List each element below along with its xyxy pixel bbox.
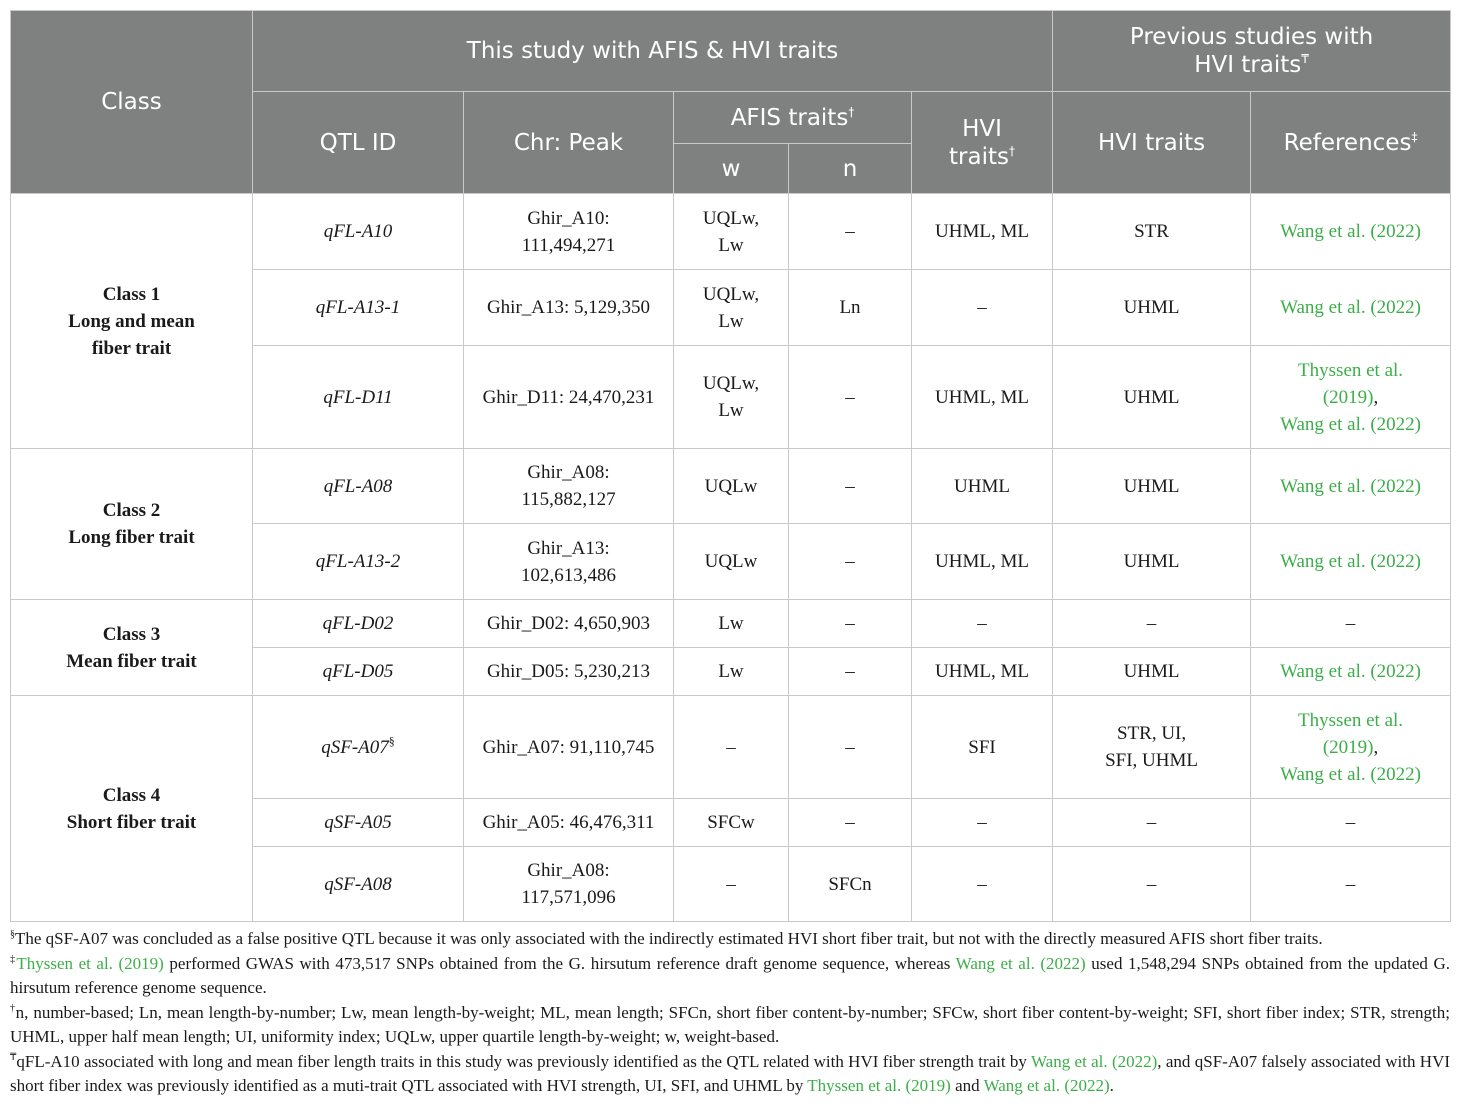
chr-peak-cell: Ghir_A07: 91,110,745 <box>464 696 674 799</box>
header-afis-traits: AFIS traits† <box>674 92 912 144</box>
reference-link[interactable]: Wang et al. (2022) <box>1251 270 1451 346</box>
afis-n-cell: SFCn <box>789 847 912 922</box>
afis-w-cell: Lw <box>674 648 789 696</box>
table-footnotes <box>10 927 1450 1099</box>
table-body <box>11 194 1451 922</box>
afis-n-cell: – <box>789 696 912 799</box>
reference-link[interactable]: (2019) <box>1322 736 1374 758</box>
footnote-reference-link[interactable]: Wang et al. (2022) <box>1030 1051 1158 1071</box>
reference-cell[interactable]: Thyssen et al. (2019), Wang et al. (2022) <box>1251 696 1451 799</box>
chr-peak-cell: Ghir_A13: 5,129,350 <box>464 270 674 346</box>
header-afis-n: n <box>789 144 912 194</box>
footnote-reference-link[interactable]: Wang et al. (2022) <box>983 1076 1110 1095</box>
chr-peak-cell: Ghir_A10: 111,494,271 <box>464 194 674 270</box>
table-row <box>11 696 1451 799</box>
footnote-section: §The qSF-A07 was concluded as a false positive QTL because it was only associated with the indirectly estimated HVI short fiber trait, but not with the directly measured AFIS short fiber traits. <box>10 929 1323 948</box>
afis-w-cell: UQLw, Lw <box>674 346 789 449</box>
hvi-cell: UHML, ML <box>912 194 1053 270</box>
afis-w-cell: – <box>674 696 789 799</box>
reference-cell: – <box>1251 799 1451 847</box>
afis-n-cell: – <box>789 648 912 696</box>
prev-hvi-cell: – <box>1053 799 1251 847</box>
footnote-dagger: †n, number-based; Ln, mean length-by-number; Lw, mean length-by-weight; ML, mean length; SFCn, short fiber content-by-number; SFCw, short fiber content-by-weight; SFI, short fiber index; STR, strength; UHML, upper half mean length; UI, uniformity index; UQLw, upper quartile length-by-weight; w, weight-based. <box>10 1002 1450 1046</box>
afis-w-cell: UQLw <box>674 449 789 524</box>
qtl-id-cell: qSF-A07§ <box>253 696 464 799</box>
prev-hvi-cell: UHML <box>1053 449 1251 524</box>
header-afis-w: w <box>674 144 789 194</box>
chr-peak-cell: Ghir_A13: 102,613,486 <box>464 524 674 600</box>
hvi-cell: UHML, ML <box>912 648 1053 696</box>
class-cell: Class 1 Long and mean fiber trait <box>11 194 253 449</box>
prev-hvi-cell: UHML <box>1053 270 1251 346</box>
qtl-id-cell: qFL-D02 <box>253 600 464 648</box>
reference-link[interactable]: (2019) <box>1322 386 1374 408</box>
table-row <box>11 600 1451 648</box>
qtl-id-cell: qFL-D11 <box>253 346 464 449</box>
prev-hvi-cell: STR <box>1053 194 1251 270</box>
table-header <box>11 11 1451 194</box>
qtl-id-cell: qFL-A13-2 <box>253 524 464 600</box>
header-qtl-id: QTL ID <box>253 92 464 194</box>
afis-w-cell: – <box>674 847 789 922</box>
afis-w-cell: Lw <box>674 600 789 648</box>
afis-n-cell: – <box>789 194 912 270</box>
reference-link[interactable]: Thyssen et al. <box>1298 709 1404 731</box>
header-references: References‡ <box>1251 92 1451 194</box>
qtl-table-container <box>10 10 1450 922</box>
qtl-table <box>10 10 1451 922</box>
table-row <box>11 194 1451 270</box>
reference-link[interactable]: Wang et al. (2022) <box>1251 449 1451 524</box>
header-chr-peak: Chr: Peak <box>464 92 674 194</box>
header-class: Class <box>11 11 253 194</box>
chr-peak-cell: Ghir_D11: 24,470,231 <box>464 346 674 449</box>
reference-link[interactable]: Wang et al. (2022) <box>1251 524 1451 600</box>
afis-n-cell: – <box>789 600 912 648</box>
reference-link[interactable]: Wang et al. (2022) <box>1280 763 1422 785</box>
class-cell: Class 2 Long fiber trait <box>11 449 253 600</box>
reference-cell: – <box>1251 847 1451 922</box>
prev-hvi-cell: – <box>1053 600 1251 648</box>
footnote-reference-link[interactable]: Wang et al. (2022) <box>955 953 1086 973</box>
hvi-cell: – <box>912 799 1053 847</box>
footnote-reference-link[interactable]: Thyssen et al. (2019) <box>807 1076 951 1095</box>
hvi-cell: UHML <box>912 449 1053 524</box>
qtl-id-cell: qSF-A08 <box>253 847 464 922</box>
chr-peak-cell: Ghir_D02: 4,650,903 <box>464 600 674 648</box>
hvi-cell: UHML, ML <box>912 524 1053 600</box>
reference-link[interactable]: Wang et al. (2022) <box>1251 194 1451 270</box>
chr-peak-cell: Ghir_A08: 115,882,127 <box>464 449 674 524</box>
footnote-double-dagger: ‡Thyssen et al. (2019) performed GWAS with 473,517 SNPs obtained from the G. hirsutum reference draft genome sequence, whereas Wang et al. (2022) used 1,548,294 SNPs obtained from the updated G. hirsutum reference genome sequence. <box>10 953 1450 997</box>
afis-n-cell: – <box>789 346 912 449</box>
qtl-id-cell: qFL-D05 <box>253 648 464 696</box>
header-previous-studies: Previous studies with HVI traits₸ <box>1053 11 1451 92</box>
afis-n-cell: – <box>789 799 912 847</box>
footnote-previous: ₸qFL-A10 associated with long and mean fiber length traits in this study was previously identified as the QTL related with HVI fiber strength trait by Wang et al. (2022), and qSF-A07 falsely associated with HVI short fiber index was previously identified as a muti-trait QTL associated with HVI strength, UI, SFI, and UHML by Thyssen et al. (2019) and Wang et al. (2022). <box>10 1051 1451 1095</box>
reference-cell[interactable]: Thyssen et al. (2019), Wang et al. (2022) <box>1251 346 1451 449</box>
reference-cell: – <box>1251 600 1451 648</box>
prev-hvi-cell: UHML <box>1053 524 1251 600</box>
qtl-id-cell: qFL-A10 <box>253 194 464 270</box>
afis-n-cell: Ln <box>789 270 912 346</box>
hvi-cell: UHML, ML <box>912 346 1053 449</box>
table-row <box>11 449 1451 524</box>
afis-n-cell: – <box>789 524 912 600</box>
header-hvi: HVI traits† <box>912 92 1053 194</box>
prev-hvi-cell: UHML <box>1053 648 1251 696</box>
prev-hvi-cell: UHML <box>1053 346 1251 449</box>
reference-link[interactable]: Wang et al. (2022) <box>1280 413 1422 435</box>
footnote-reference-link[interactable]: Thyssen et al. (2019) <box>16 953 164 973</box>
qtl-id-cell: qFL-A13-1 <box>253 270 464 346</box>
prev-hvi-cell: – <box>1053 847 1251 922</box>
afis-w-cell: UQLw, Lw <box>674 270 789 346</box>
prev-hvi-cell: STR, UI, SFI, UHML <box>1053 696 1251 799</box>
hvi-cell: – <box>912 270 1053 346</box>
reference-link[interactable]: Thyssen et al. <box>1298 359 1404 381</box>
afis-n-cell: – <box>789 449 912 524</box>
reference-link[interactable]: Wang et al. (2022) <box>1251 648 1451 696</box>
afis-w-cell: UQLw <box>674 524 789 600</box>
header-prev-hvi-traits: HVI traits <box>1053 92 1251 194</box>
qtl-id-cell: qSF-A05 <box>253 799 464 847</box>
class-cell: Class 3 Mean fiber trait <box>11 600 253 696</box>
chr-peak-cell: Ghir_D05: 5,230,213 <box>464 648 674 696</box>
afis-w-cell: SFCw <box>674 799 789 847</box>
class-cell: Class 4 Short fiber trait <box>11 696 253 922</box>
chr-peak-cell: Ghir_A08: 117,571,096 <box>464 847 674 922</box>
hvi-cell: – <box>912 847 1053 922</box>
afis-w-cell: UQLw, Lw <box>674 194 789 270</box>
hvi-cell: – <box>912 600 1053 648</box>
hvi-cell: SFI <box>912 696 1053 799</box>
qtl-id-cell: qFL-A08 <box>253 449 464 524</box>
chr-peak-cell: Ghir_A05: 46,476,311 <box>464 799 674 847</box>
header-this-study: This study with AFIS & HVI traits <box>253 11 1053 92</box>
